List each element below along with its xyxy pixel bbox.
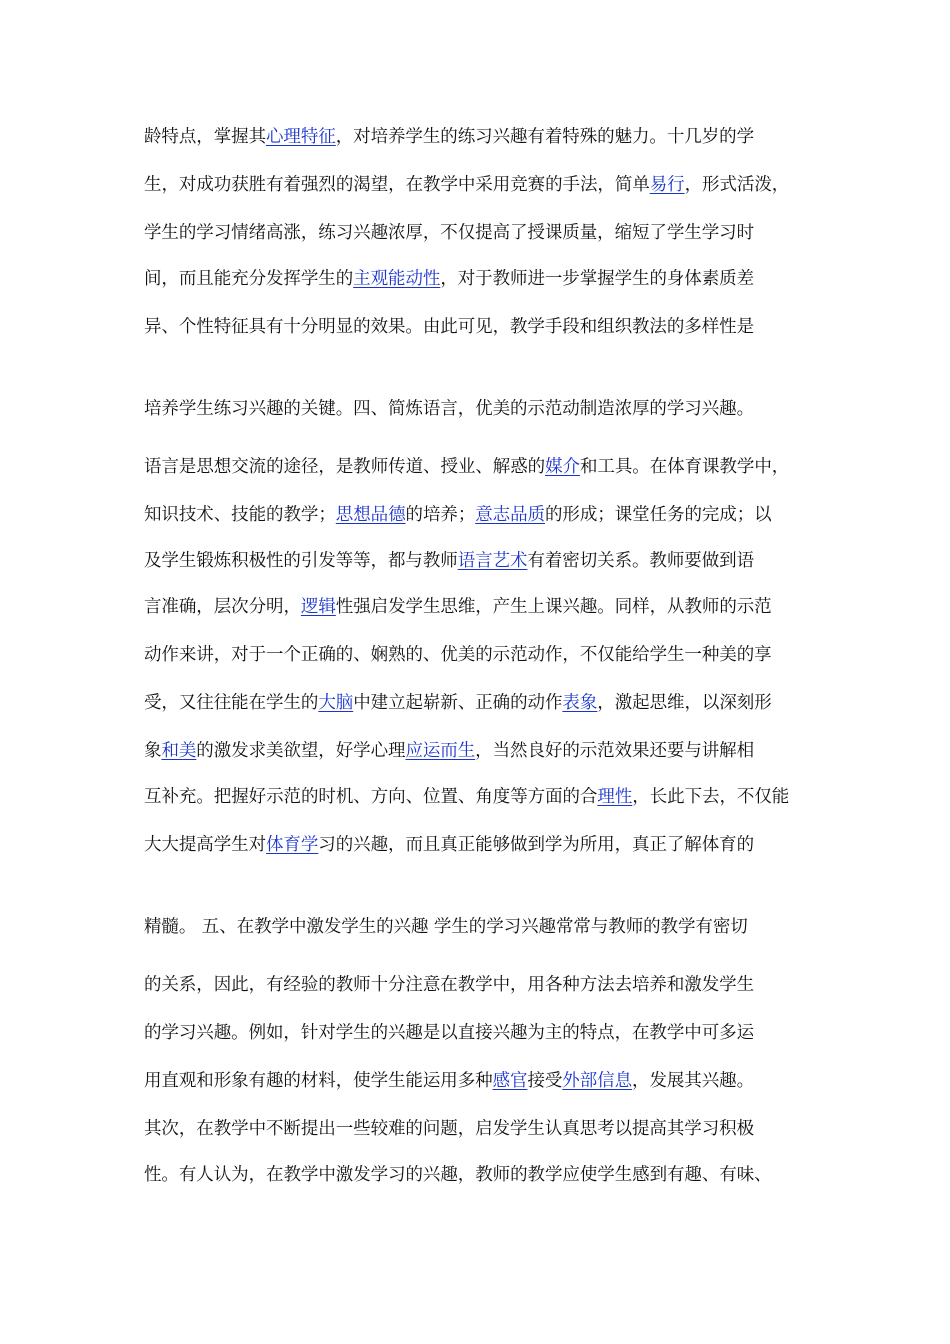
hyperlink[interactable]: 意志品质 [475, 505, 545, 525]
text-segment: 言准确，层次分明， [144, 597, 301, 617]
text-segment: 及学生锻炼积极性的引发等等，都与教师 [144, 551, 458, 571]
text-line [144, 785, 824, 809]
text-segment: ，当然良好的示范效果还要与讲解相 [475, 741, 755, 761]
text-line [144, 915, 824, 939]
text-segment: 习的兴趣，而且真正能够做到学为所用，真正了解体育的 [318, 835, 755, 855]
hyperlink[interactable]: 表象 [562, 693, 598, 713]
hyperlink[interactable]: 语言艺术 [457, 551, 528, 571]
text-segment: 的学习兴趣。例如，针对学生的兴趣是以直接兴趣为主的特点，在教学中可多运 [144, 1023, 754, 1043]
text-segment: 学生的学习情绪高涨，练习兴趣浓厚，不仅提高了授课质量，缩短了学生学习时 [144, 223, 754, 243]
text-line [144, 691, 824, 715]
text-line [144, 125, 824, 149]
text-segment: 动作来讲，对于一个正确的、娴熟的、优美的示范动作，不仅能给学生一种美的享 [144, 645, 772, 665]
text-segment: ，发展其兴趣。 [632, 1071, 755, 1091]
text-segment: 用直观和形象有趣的材料，使学生能运用多种 [144, 1071, 493, 1091]
hyperlink[interactable]: 感官 [492, 1071, 528, 1091]
text-segment: 知识技术、技能的教学； [144, 505, 336, 525]
hyperlink[interactable]: 大脑 [318, 693, 354, 713]
text-segment: 象 [144, 741, 162, 761]
text-segment: 的形成；课堂任务的完成；以 [544, 505, 772, 525]
hyperlink[interactable]: 理性 [597, 787, 633, 807]
text-segment: 受，又往往能在学生的 [144, 693, 319, 713]
text-line [144, 503, 824, 527]
text-segment: 性。有人认为，在教学中激发学习的兴趣，教师的教学应使学生感到有趣、有味、 [144, 1165, 772, 1185]
hyperlink[interactable]: 易行 [649, 175, 685, 195]
text-line [144, 1021, 824, 1045]
hyperlink[interactable]: 逻辑 [300, 597, 336, 617]
text-line [144, 833, 824, 857]
text-segment: 有着密切关系。教师要做到语 [527, 551, 755, 571]
text-line [144, 595, 824, 619]
text-line [144, 643, 824, 667]
text-segment: 间，而且能充分发挥学生的 [144, 269, 354, 289]
text-segment: ，激起思维，以深刻形 [597, 693, 772, 713]
text-segment: ，对于教师进一步掌握学生的身体素质差 [440, 269, 755, 289]
hyperlink[interactable]: 思想品德 [335, 505, 406, 525]
text-line [144, 267, 824, 291]
text-segment: 生，对成功获胜有着强烈的渴望，在教学中采用竞赛的手法，简单 [144, 175, 650, 195]
text-line [144, 739, 824, 763]
hyperlink[interactable]: 媒介 [545, 457, 580, 477]
text-segment: 中建立起崭新、正确的动作 [353, 693, 563, 713]
text-segment: 和工具。在体育课教学中， [579, 457, 790, 477]
hyperlink[interactable]: 应运而生 [405, 741, 476, 761]
text-segment: 接受 [527, 1071, 563, 1091]
text-segment: 的激发求美欲望，好学心理 [196, 741, 406, 761]
text-line [144, 397, 824, 421]
hyperlink[interactable]: 体育学 [266, 835, 319, 855]
hyperlink[interactable]: 主观能动性 [353, 269, 441, 289]
text-segment: 的关系，因此，有经验的教师十分注意在教学中，用各种方法去培养和激发学生 [144, 975, 754, 995]
text-line [144, 549, 824, 573]
text-line [144, 173, 824, 197]
text-segment: 龄特点，掌握其 [144, 127, 266, 147]
text-segment: 互补充。把握好示范的时机、方向、位置、角度等方面的合 [144, 787, 598, 807]
text-segment: 语言是思想交流的途径，是教师传道、授业、解惑的 [144, 457, 546, 477]
text-segment: 性强启发学生思维，产生上课兴趣。同样，从教师的示范 [335, 597, 772, 617]
text-line [144, 1069, 824, 1093]
hyperlink[interactable]: 心理特征 [266, 127, 336, 147]
hyperlink[interactable]: 和美 [161, 741, 197, 761]
hyperlink[interactable]: 外部信息 [562, 1071, 633, 1091]
text-line [144, 221, 824, 245]
text-segment: 的培养； [405, 505, 476, 525]
text-line [144, 973, 824, 997]
text-line [144, 315, 824, 339]
text-segment: ，形式活泼， [684, 175, 790, 195]
text-line [144, 455, 824, 479]
text-segment: 培养学生练习兴趣的关键。四、简炼语言，优美的示范动制造浓厚的学习兴趣。 [144, 399, 754, 419]
text-segment: 异、个性特征具有十分明显的效果。由此可见，教学手段和组织教法的多样性是 [144, 317, 754, 337]
text-segment: ，对培养学生的练习兴趣有着特殊的魅力。十几岁的学 [335, 127, 755, 147]
text-line [144, 1117, 824, 1141]
text-line [144, 1163, 824, 1187]
text-segment: 大大提高学生对 [144, 835, 266, 855]
text-segment: ，长此下去，不仅能 [632, 787, 790, 807]
text-segment: 精髓。 五、在教学中激发学生的兴趣 学生的学习兴趣常常与教师的教学有密切 [144, 917, 748, 937]
text-segment: 其次，在教学中不断提出一些较难的问题，启发学生认真思考以提高其学习积极 [144, 1119, 754, 1139]
